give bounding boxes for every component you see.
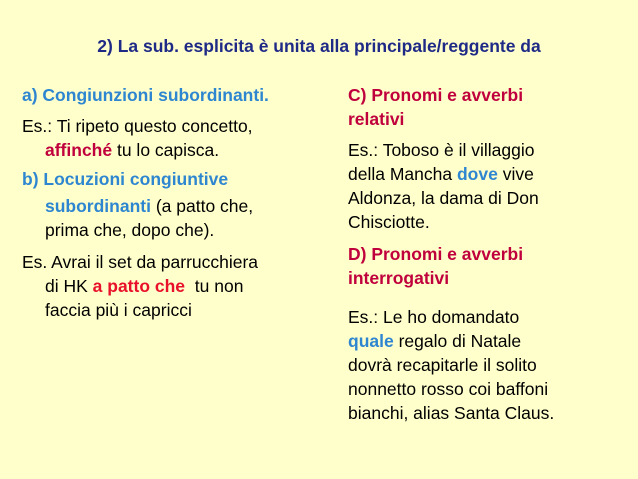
- heading-d-line1: D) Pronomi e avverbi: [348, 244, 524, 264]
- example-c-line1: Es.: Toboso è il villaggio: [348, 140, 535, 160]
- heading-b-line1: b) Locuzioni congiuntive: [22, 169, 229, 189]
- example-d-line4: nonnetto rosso coi baffoni: [348, 379, 549, 399]
- example-b-line2-post: tu non: [185, 276, 244, 296]
- example-b-line3: faccia più i capricci: [45, 300, 192, 320]
- keyword-a-patto-che: a patto che: [92, 276, 186, 296]
- example-b-line1: Es. Avrai il set da parrucchiera: [22, 252, 259, 272]
- slide-title: 2) La sub. esplicita è unita alla principale/reggente da: [97, 36, 541, 56]
- example-c-line2: [348, 163, 534, 185]
- example-b-line2-pre: di HK: [45, 276, 93, 296]
- example-d-line1: Es.: Le ho domandato: [348, 307, 520, 327]
- example-c-line4: Chisciotte.: [348, 212, 430, 232]
- heading-a: a) Congiunzioni subordinanti.: [22, 85, 269, 105]
- heading-b-line3: prima che, dopo che).: [45, 220, 215, 240]
- example-b-line2: [45, 275, 243, 297]
- example-d-line5: bianchi, alias Santa Claus.: [348, 403, 555, 423]
- example-c-line2-pre: della Mancha: [348, 164, 457, 184]
- example-c-line3: Aldonza, la dama di Don: [348, 188, 539, 208]
- heading-c-line1: C) Pronomi e avverbi: [348, 85, 524, 105]
- example-a-line1: Es.: Ti ripeto questo concetto,: [22, 116, 253, 136]
- heading-c-line2: relativi: [348, 109, 405, 129]
- example-a-line2-rest: tu lo capisca.: [112, 140, 220, 160]
- example-a-line2: [45, 139, 219, 161]
- heading-b-line2-rest: (a patto che,: [150, 196, 254, 216]
- example-c-line2-post: vive: [497, 164, 534, 184]
- keyword-dove: dove: [456, 164, 498, 184]
- keyword-quale: quale: [348, 331, 394, 351]
- example-d-line2: [348, 330, 521, 352]
- heading-b-line2: [45, 195, 253, 217]
- heading-b-subordinanti: subordinanti: [45, 196, 151, 216]
- example-d-line2-post: regalo di Natale: [393, 331, 522, 351]
- heading-d-line2: interrogativi: [348, 268, 450, 288]
- example-d-line3: dovrà recapitarle il solito: [348, 355, 537, 375]
- keyword-affinche: affinché: [45, 140, 113, 160]
